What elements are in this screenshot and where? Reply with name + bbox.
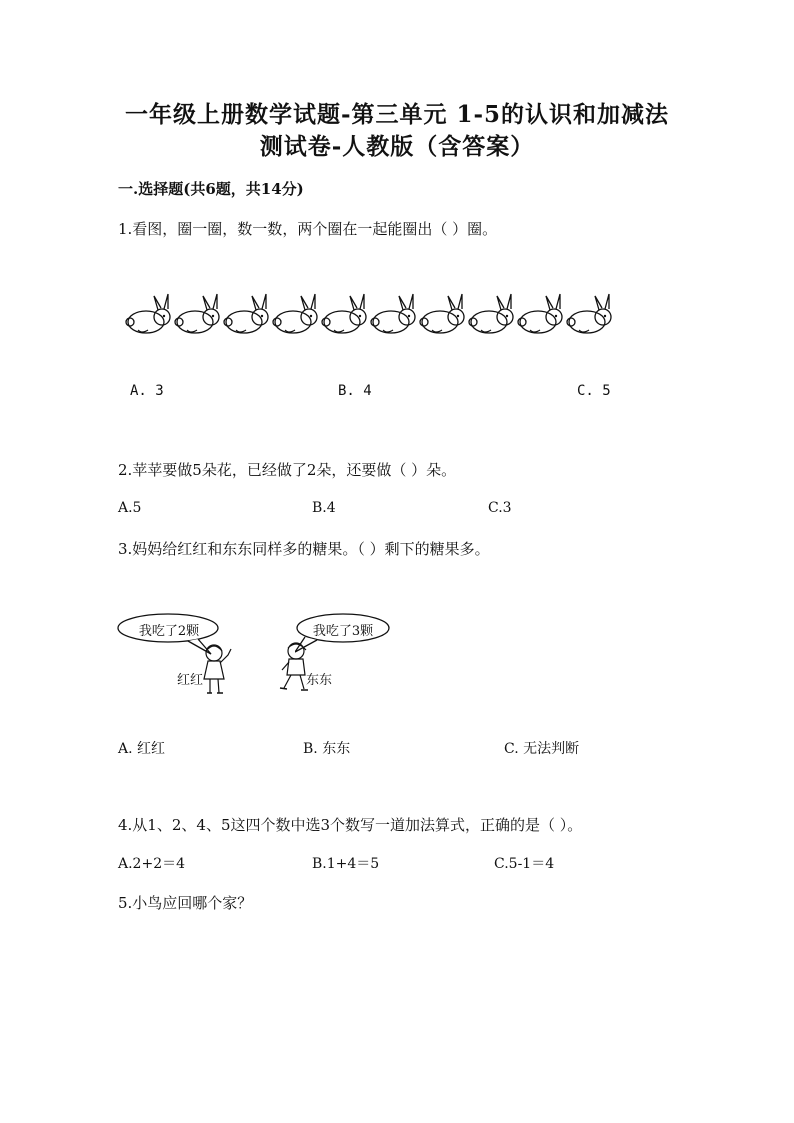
q3-option-b: B. 东东 [303, 741, 351, 757]
q4-option-a: A.2+2＝4 [118, 856, 186, 872]
name-left-label: 红红 [177, 673, 204, 688]
page-title-line-1: 一年级上册数学试题-第三单元 1-5的认识和加减法 [124, 101, 670, 128]
bubble-right-text: 我吃了3颗 [312, 624, 374, 639]
page-title-line-2: 测试卷-人教版（含答案） [259, 133, 535, 160]
q4-option-c: C.5-1＝4 [494, 856, 555, 872]
q1-option-b: B. 4 [338, 383, 372, 399]
question-1-stem: 1.看图，圈一圈，数一数，两个圈在一起能圈出（ ）圈。 [118, 220, 498, 238]
q1-option-c: C. 5 [577, 383, 611, 399]
q1-option-a: A. 3 [130, 383, 164, 399]
question-5-stem: 5.小鸟应回哪个家？ [118, 894, 253, 912]
q2-option-a: A.5 [118, 500, 142, 516]
question-4-stem: 4.从1、2、4、5这四个数中选3个数写一道加法算式，正确的是（ ）。 [118, 816, 583, 834]
bubble-left-text: 我吃了2颗 [138, 624, 200, 639]
rabbits-illustration [124, 292, 624, 342]
q2-option-b: B.4 [312, 500, 336, 516]
name-right-label: 东东 [306, 673, 333, 688]
section-heading: 一.选择题(共6题，共14分) [118, 180, 304, 198]
q4-option-b: B.1+4＝5 [312, 856, 380, 872]
girl-figure-illustration [198, 643, 238, 698]
q2-option-c: C.3 [488, 500, 512, 516]
q3-option-a: A. 红红 [118, 741, 166, 757]
question-3-stem: 3.妈妈给红红和东东同样多的糖果。（ ）剩下的糖果多。 [118, 540, 490, 558]
q3-option-c: C. 无法判断 [504, 741, 580, 757]
question-2-stem: 2.苹苹要做5朵花，已经做了2朵，还要做（ ）朵。 [118, 461, 457, 479]
